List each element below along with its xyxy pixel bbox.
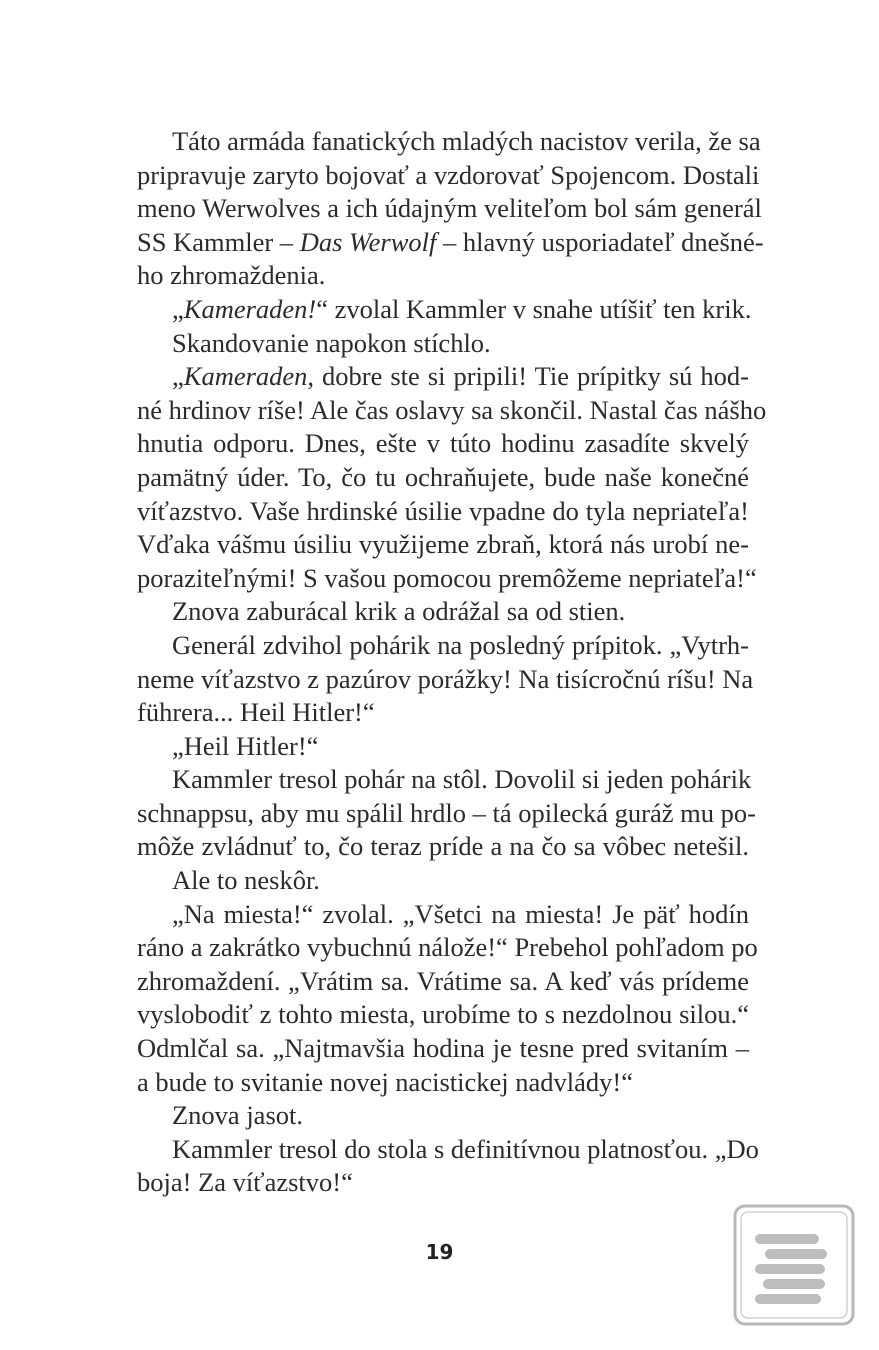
text-line: pripravuje zaryto bojovať a vzdorovať Spojencom. Dostali [137, 159, 760, 190]
text-line: Táto armáda fanatických mladých nacistov verila, že sa [172, 126, 761, 156]
text-line: a bude to svitanie novej nacistickej nadvlády!“ [137, 1066, 633, 1097]
text-line: Kammler tresol pohár na stôl. Dovolil si jeden pohárik [172, 764, 752, 795]
book-stack-logo-icon [733, 1204, 855, 1326]
text-line: SS Kammler – Das Werwolf – hlavný usporiadateľ dnešné- [137, 226, 764, 257]
text-line: hnutia odporu. Dnes, ešte v túto hodinu zasadíte skvelý [137, 428, 749, 459]
text-line: poraziteľnými! S vašou pomocou premôžeme nepriateľa!“ [137, 562, 757, 593]
text-line: ho zhromaždenia. [137, 260, 326, 291]
text-line: Odmlčal sa. „Najtmavšia hodina je tesne pred svitaním – [137, 1033, 749, 1064]
text-line: zhromaždení. „Vrátim sa. Vrátime sa. A keď vás prídeme [137, 965, 749, 996]
text-line: „Kameraden, dobre ste si pripili! Tie prípitky sú hod- [172, 361, 749, 392]
text-line: ráno a zakrátko vybuchnú nálože!“ Prebehol pohľadom po [137, 932, 758, 963]
text-line: Vďaka vášmu úsiliu využijeme zbraň, ktorá nás urobí ne- [137, 529, 749, 560]
text-line: führera... Heil Hitler!“ [137, 697, 375, 728]
text-line: Skandovanie napokon stíchlo. [172, 327, 491, 358]
text-line: neme víťazstvo z pazúrov porážky! Na tisícročnú ríšu! Na [137, 663, 754, 694]
body-text [137, 125, 767, 1200]
text-line: pamätný úder. To, čo tu ochraňujete, bude naše konečné [137, 461, 749, 492]
text-line: môže zvládnuť to, čo teraz príde a na čo sa vôbec netešil. [137, 831, 749, 862]
text-line: Znova jasot. [172, 1100, 303, 1131]
page-number: 19 [425, 1240, 454, 1264]
text-line: Kammler tresol do stola s definitívnou platnosťou. „Do [172, 1133, 759, 1164]
text-line: schnappsu, aby mu spálil hrdlo – tá opilecká guráž mu po- [137, 797, 756, 828]
text-line: né hrdinov ríše! Ale čas oslavy sa skončil. Nastal čas nášho [137, 394, 767, 425]
text-line: Ale to neskôr. [172, 865, 320, 896]
text-line: „Heil Hitler!“ [172, 730, 319, 761]
text-line: Znova zaburácal krik a odrážal sa od stien. [172, 596, 626, 627]
text-line: „Na miesta!“ zvolal. „Všetci na miesta! Je päť hodín [172, 898, 749, 929]
text-line: Generál zdvihol pohárik na posledný prípitok. „Vytrh- [172, 629, 749, 660]
text-line: boja! Za víťazstvo!“ [137, 1167, 353, 1198]
text-line: „Kameraden!“ zvolal Kammler v snahe utíšiť ten krik. [172, 293, 752, 324]
text-line: vyslobodiť z tohto miesta, urobíme to s nezdolnou silou.“ [137, 999, 749, 1030]
text-line: víťazstvo. Vaše hrdinské úsilie vpadne do tyla nepriateľa! [137, 495, 749, 526]
text-line: meno Werwolves a ich údajným veliteľom bol sám generál [137, 193, 762, 224]
